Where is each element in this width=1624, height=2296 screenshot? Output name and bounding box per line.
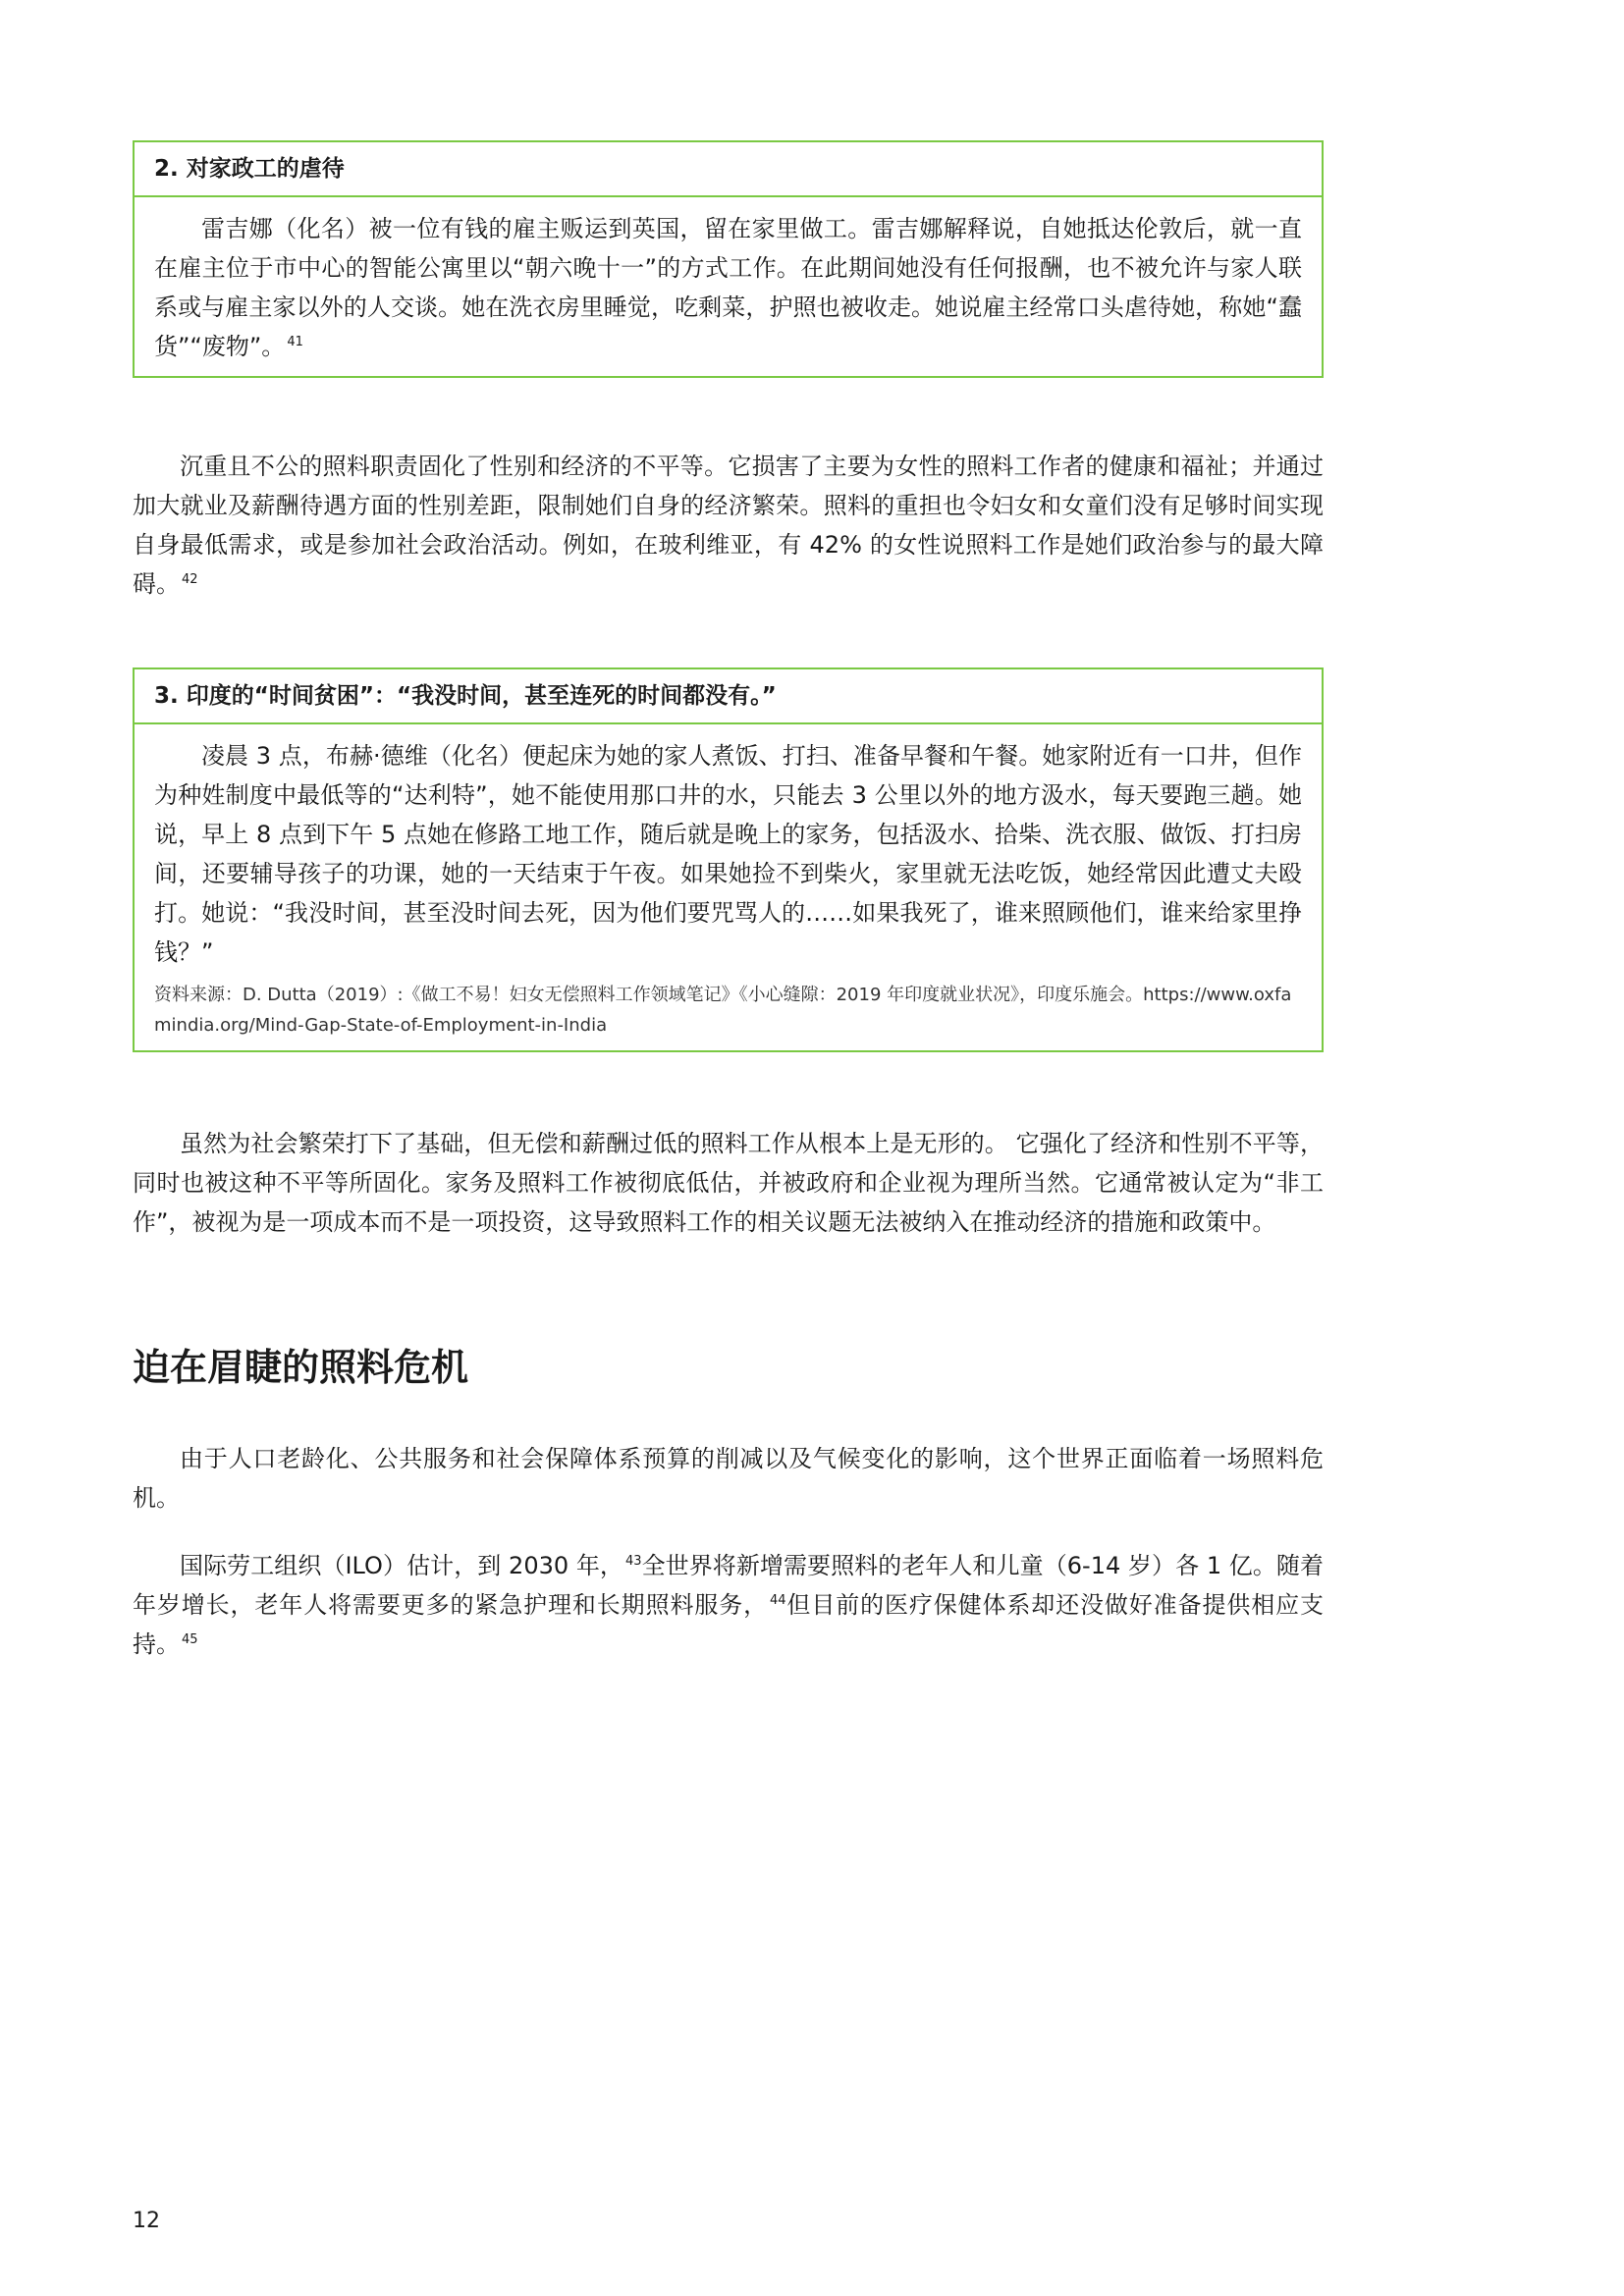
body-paragraph-care-crisis	[133, 1439, 1324, 1518]
case-box-time-poverty-india	[133, 667, 1324, 1052]
paragraph-text: 全世界将新增需要照料的老年人和儿童（6-14 岁）各 1 亿。随着年岁增长，老年人将需要更多的紧急护理和长期照料服务，	[133, 1552, 1324, 1619]
paragraph-text: 由于人口老龄化、公共服务和社会保障体系预算的削减以及气候变化的影响，这个世界正面临着一场照料危机。	[133, 1445, 1324, 1512]
footnote-ref: 43	[624, 1554, 642, 1569]
case-box-text	[154, 209, 1302, 366]
footnote-ref: 41	[287, 335, 303, 349]
paragraph-text: 虽然为社会繁荣打下了基础，但无偿和薪酬过低的照料工作从根本上是无形的。 它强化了经济和性别不平等，同时也被这种不平等所固化。家务及照料工作被彻底低估，并被政府和企业视为理所当然。它通常被认定为“非工作”，被视为是一项成本而不是一项投资，这导致照料工作的相关议题无法被纳入在推动经济的措施和政策中。	[133, 1130, 1324, 1236]
footnote-ref: 42	[182, 572, 198, 587]
footnote-ref: 45	[182, 1632, 198, 1647]
source-citation: 资料来源：D. Dutta（2019）:《做工不易！妇女无偿照料工作领域笔记》《小心缝隙：2019 年印度就业状况》，印度乐施会。https://www.oxfamindia.org/Mind-Gap-State-of-Employment-in-India	[154, 985, 1292, 1036]
case-box-title: 3. 印度的“时间贫困”：“我没时间，甚至连死的时间都没有。”	[135, 669, 1322, 724]
paragraph-text: 沉重且不公的照料职责固化了性别和经济的不平等。它损害了主要为女性的照料工作者的健康和福祉；并通过加大就业及薪酬待遇方面的性别差距，限制她们自身的经济繁荣。照料的重担也令妇女和女童们没有足够时间实现自身最低需求，或是参加社会政治活动。例如，在玻利维亚，有 42% 的女性说照料工作是她们政治参与的最大障碍。	[133, 453, 1324, 598]
case-box-body	[135, 724, 1322, 1050]
section-heading: 迫在眉睫的照料危机	[133, 1346, 469, 1389]
case-box-title: 2. 对家政工的虐待	[135, 142, 1322, 197]
paragraph-text: 国际劳工组织（ILO）估计，到 2030 年，	[180, 1552, 623, 1579]
case-box-domestic-worker-abuse	[133, 140, 1324, 378]
case-box-text: 凌晨 3 点，布赫·德维（化名）便起床为她的家人煮饭、打扫、准备早餐和午餐。她家附近有一口井，但作为种姓制度中最低等的“达利特”，她不能使用那口井的水，只能去 3 公里以外的地方汲水，每天要跑三趟。她说，早上 8 点到下午 5 点她在修路工地工作，随后就是晚上的家务，包括汲水、拾柴、洗衣服、做饭、打扫房间，还要辅导孩子的功课，她的一天结束于午夜。如果她捡不到柴火，家里就无法吃饭，她经常因此遭丈夫殴打。她说：“我没时间，甚至没时间去死，因为他们要咒骂人的……如果我死了，谁来照顾他们，谁来给家里挣钱？”	[154, 742, 1302, 966]
body-paragraph-ilo-estimate	[133, 1546, 1324, 1664]
body-paragraph-care-inequality	[133, 447, 1324, 604]
case-text: 雷吉娜（化名）被一位有钱的雇主贩运到英国，留在家里做工。雷吉娜解释说，自她抵达伦敦后，就一直在雇主位于市中心的智能公寓里以“朝六晚十一”的方式工作。在此期间她没有任何报酬，也不被允许与家人联系或与雇主家以外的人交谈。她在洗衣房里睡觉，吃剩菜，护照也被收走。她说雇主经常口头虐待她，称她“蠢货”“废物”。	[154, 215, 1302, 360]
case-box-body	[135, 197, 1322, 376]
page-number: 12	[133, 2209, 160, 2233]
body-paragraph-invisible-care	[133, 1124, 1324, 1242]
paragraph-text: 但目前的医疗保健体系却还没做好准备提供相应支持。	[133, 1591, 1325, 1658]
footnote-ref: 44	[770, 1593, 786, 1608]
